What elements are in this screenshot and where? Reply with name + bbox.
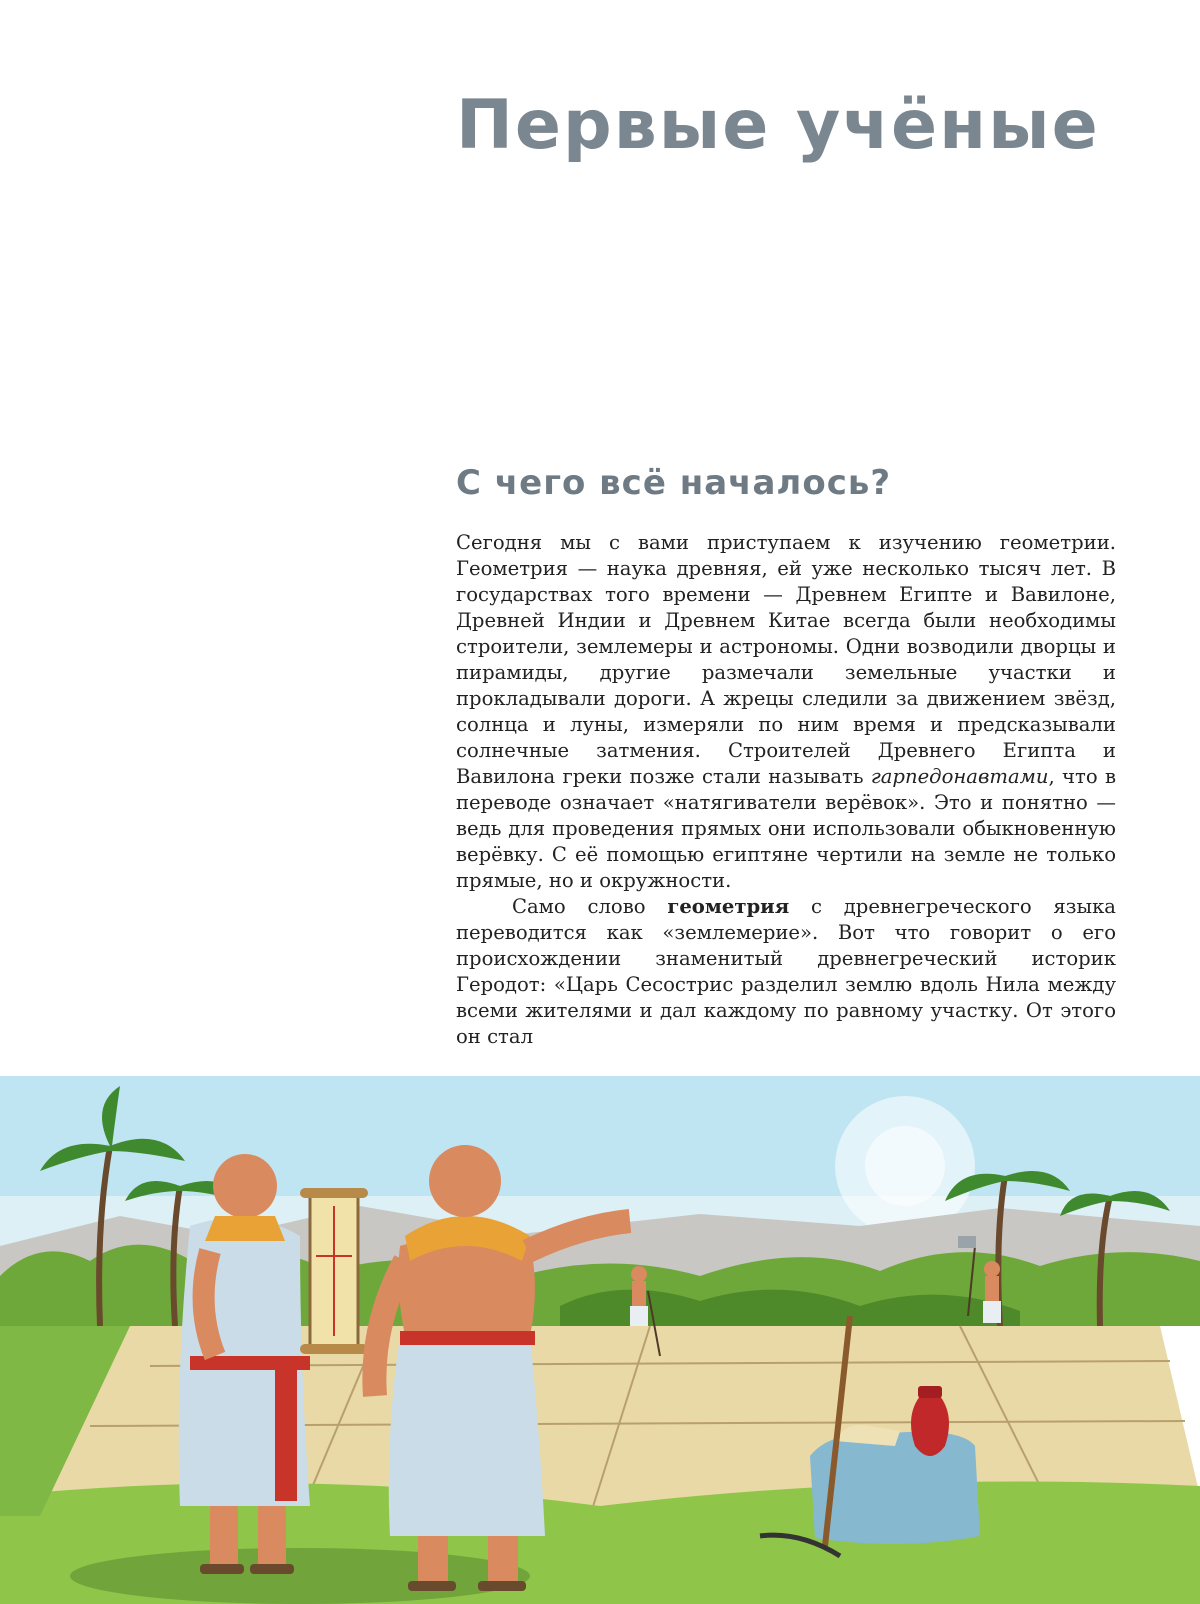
body-text [456,530,1116,1050]
term-geometry: геометрия [667,895,790,918]
sun-glow-inner [865,1126,945,1206]
paragraph-2-text-b: с древнегреческого языка переводится как «землемерие». Вот что говорит о его происхождении знаменитый древнегреческий историк Геродот: «Царь Сесострис разделил землю вдоль Нила между всеми жителями и дал каждому по равному участку. От этого он стал [456,895,1116,1048]
egyptian-surveyors-illustration [0,1076,1200,1604]
shadow [70,1548,530,1604]
scroll [300,1188,368,1354]
paragraph-1-text-a: Сегодня мы с вами приступаем к изучению геометрии. Геометрия — наука древняя, ей уже несколько тысяч лет. В государствах того времени — Древнем Египте и Вавилоне, Древней Индии и Древнем Китае всегда были необходимы строители, землемеры и астрономы. Одни возводили дворцы и пирамиды, другие размечали земельные участки и прокладывали дороги. А жрецы следили за движением звёзд, солнца и луны, измеряли по ним время и предсказывали солнечные затмения. Строителей Древнего Египта и Вавилона греки позже стали называть [456,531,1116,788]
paragraph-1 [456,530,1116,894]
chapter-title: Первые учёные [456,86,1100,165]
term-harpedonapts: гарпедонавтами [870,765,1049,788]
paragraph-2 [456,894,1116,1050]
paragraph-2-text-a: Само слово [512,895,668,918]
section-heading: С чего всё началось? [456,463,892,503]
illustration-svg [0,1076,1200,1604]
paragraph-1-text-b: , что в переводе означает «натягиватели верёвок». Это и понятно — ведь для проведения прямых они использовали обыкновенную верёвку. С её помощью египтяне чертили на земле не только прямые, но и окружности. [456,765,1116,892]
